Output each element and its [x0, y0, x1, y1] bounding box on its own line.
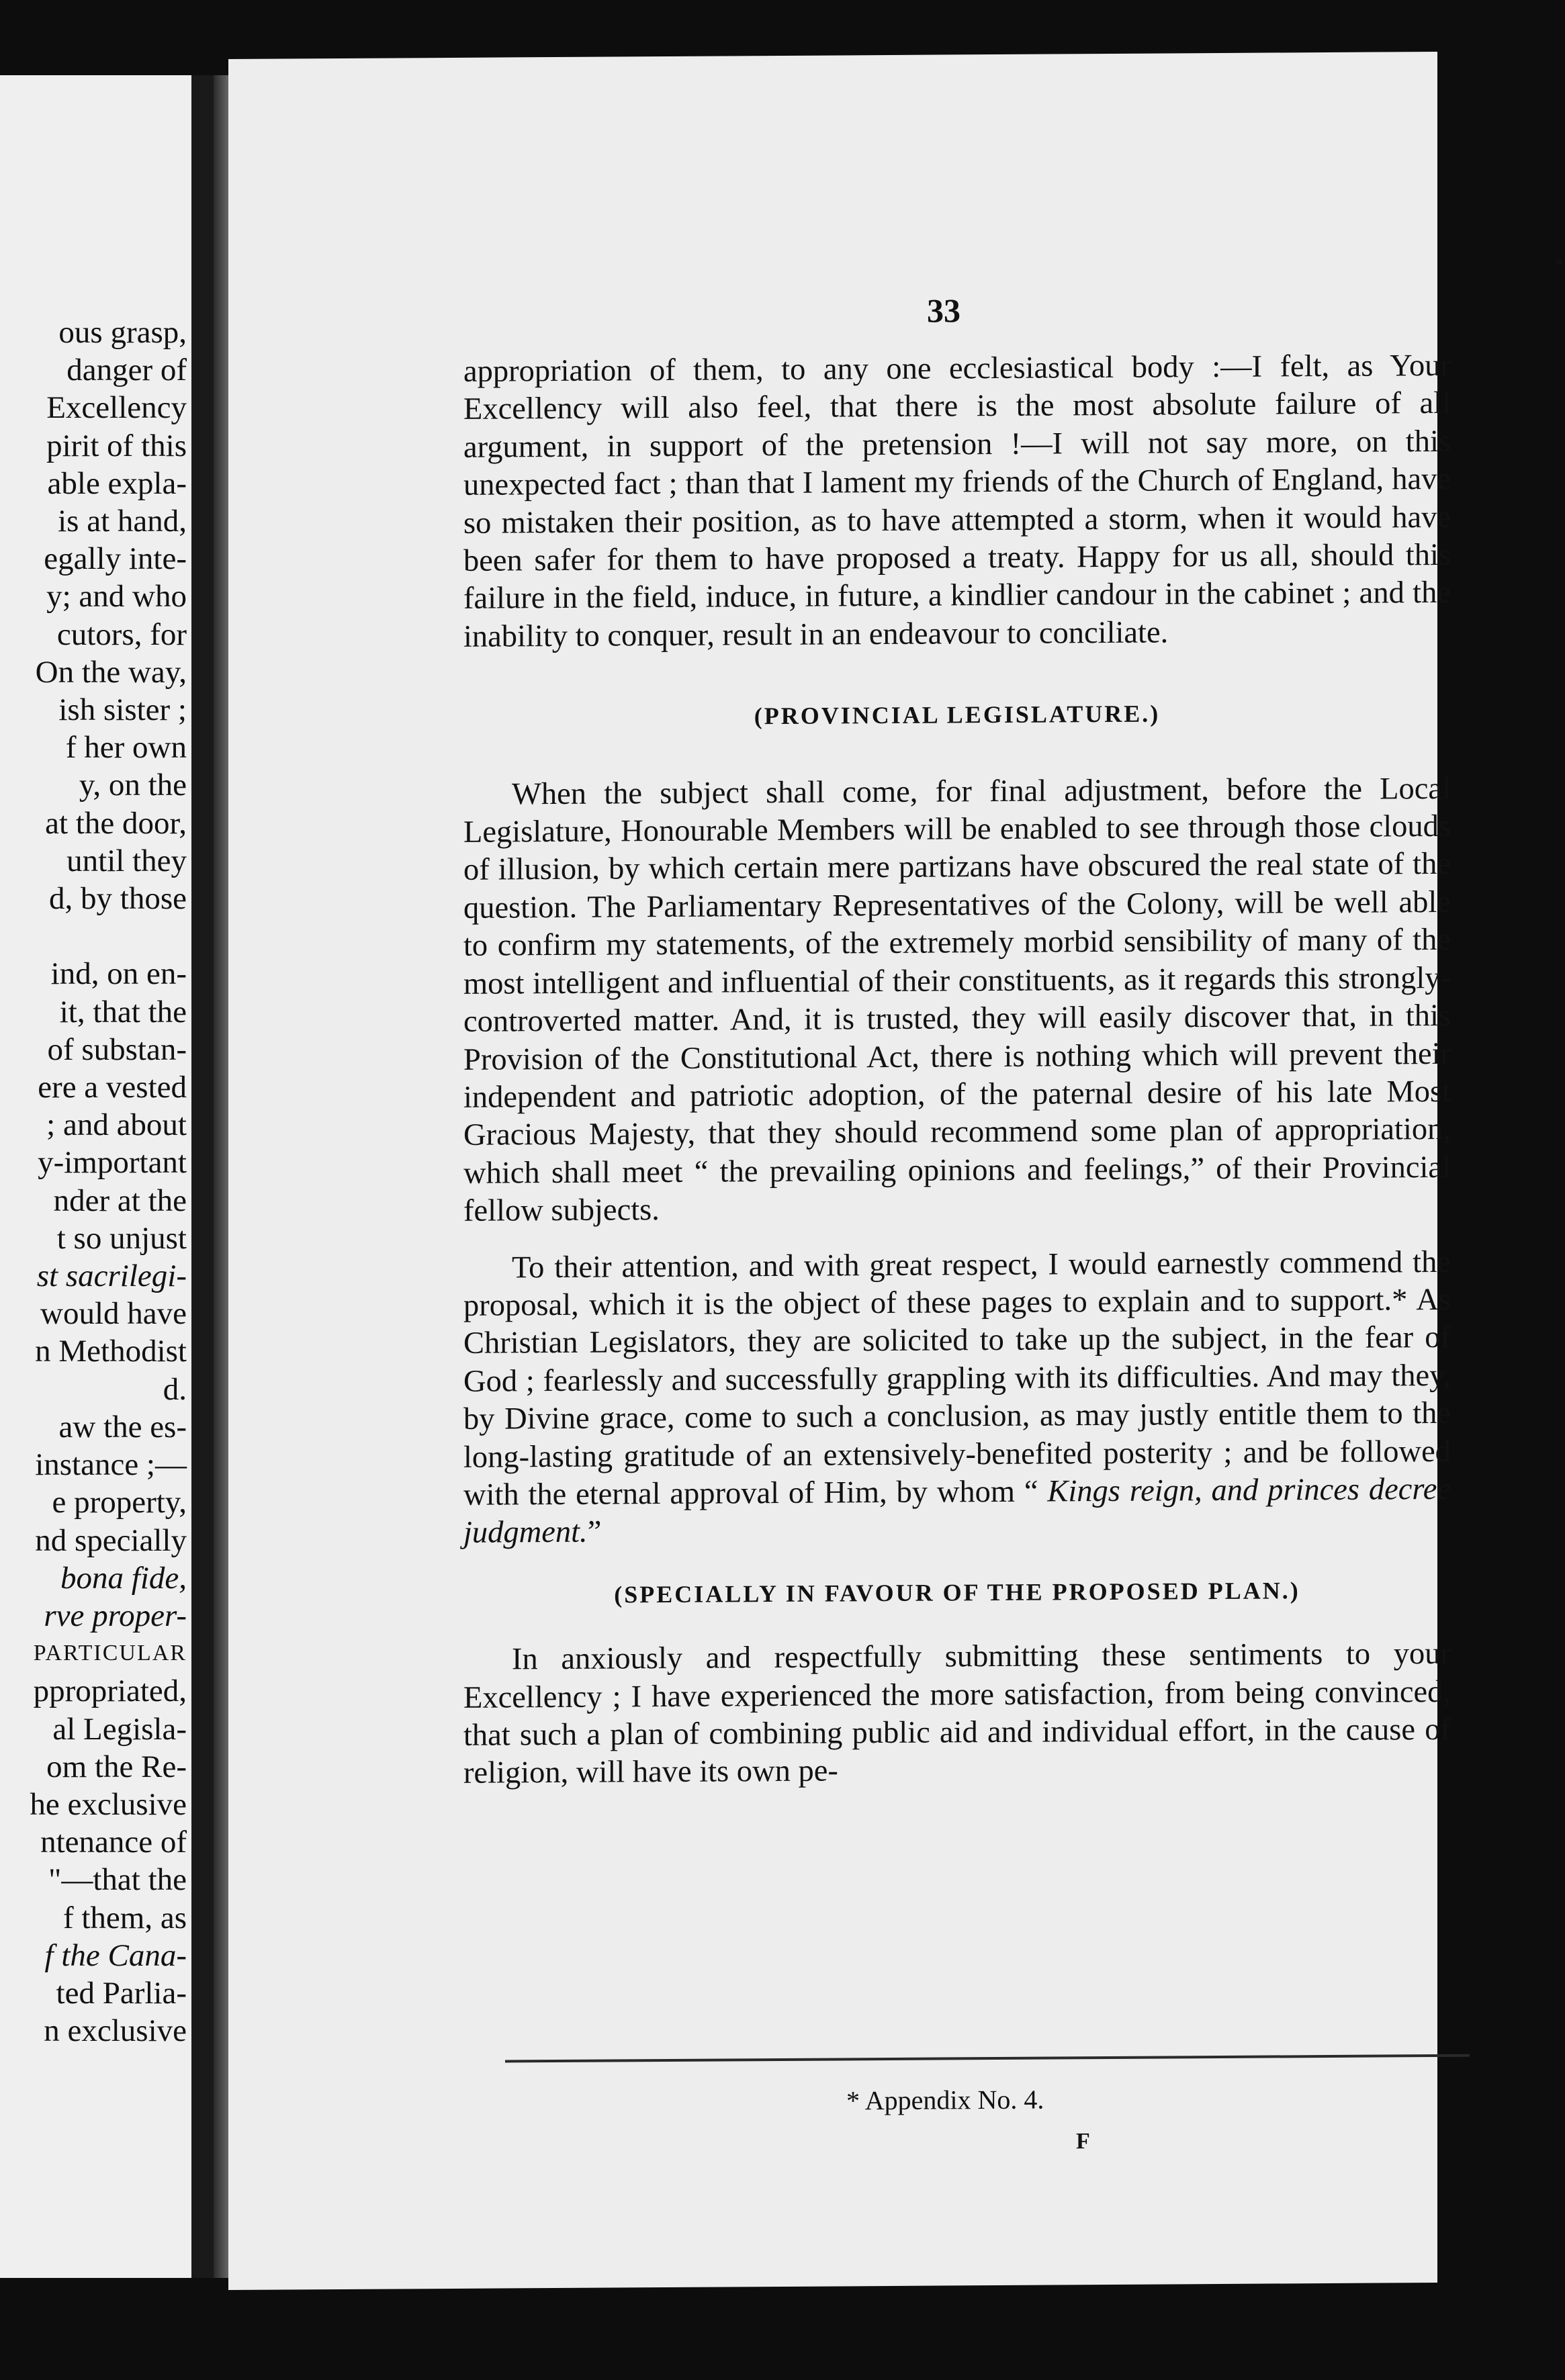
previous-page-line: nder at the [53, 1183, 187, 1218]
previous-page-line: rve proper- [44, 1598, 187, 1633]
previous-page [0, 75, 214, 2278]
previous-page-line: ous grasp, [58, 315, 187, 350]
page-body [463, 347, 1451, 1793]
section-heading-proposed-plan: (SPECIALLY IN FAVOUR OF THE PROPOSED PLAN.) [614, 1577, 1300, 1608]
previous-page-line: y-important [38, 1145, 187, 1181]
previous-page-line: until they [66, 843, 187, 878]
previous-page-line: egally inte- [44, 541, 187, 577]
previous-page-line: ; and about [46, 1107, 187, 1143]
previous-page-line: y, on the [79, 768, 187, 803]
previous-page-line: of substan- [47, 1032, 187, 1067]
previous-page-line: e property, [52, 1485, 187, 1520]
previous-page-line: ppropriated, [33, 1674, 187, 1709]
previous-page-line: is at hand, [58, 504, 187, 539]
previous-page-line: f her own [65, 730, 187, 766]
footnote-rule [505, 2054, 1470, 2063]
previous-page-line: instance ;— [35, 1447, 187, 1483]
page-number: 33 [927, 291, 960, 330]
scripture-quote: Kings reign, and princes decree judgment. [463, 1471, 1451, 1551]
section-heading-provincial-legislature: (PROVINCIAL LEGISLATURE.) [754, 700, 1161, 730]
previous-page-line: ere a vested [38, 1070, 187, 1105]
previous-page-line: y; and who [46, 579, 187, 614]
previous-page-line: would have [40, 1296, 187, 1332]
paragraph-4: In anxiously and respectfully submitting these sentiments to your Excellency ; I have experienced the more satisfaction, from being convinced, that such a plan of combining public aid and individual effort, in the cause of religion, will have its own pe- [463, 1637, 1451, 1791]
paragraph-3-text: To their attention, and with great respect, I would earnestly commend the proposal, which it is the object of these pages to explain and to support.* As Christian Legislators, they are solicited to take up the subject, in the fear of God ; fearlessly and successfully grappling with its difficulties. And may they, by Divine grace, come to such a conclusion, as may justly entitle them to the long-lasting gratitude of an extensively-benefited posterity ; and be followed with the eternal approval of Him, by whom “ [463, 1244, 1451, 1512]
previous-page-line: able expla- [47, 465, 187, 501]
previous-page-line: d. [163, 1371, 187, 1407]
previous-page-text [0, 314, 187, 2050]
previous-page-line: Excellency [46, 390, 187, 426]
previous-page-line: st sacrilegi- [36, 1258, 187, 1294]
footnote: * Appendix No. 4. [846, 2084, 1044, 2116]
signature-mark: F [1076, 2129, 1090, 2154]
previous-page-line: "—that the [48, 1862, 187, 1898]
previous-page-line: aw the es- [58, 1409, 187, 1445]
corner-mark: • [1553, 250, 1565, 275]
previous-page-line: al Legisla- [52, 1711, 187, 1747]
previous-page-line [0, 917, 187, 955]
previous-page-line: at the door, [45, 805, 187, 841]
previous-page-line: f them, as [62, 1900, 187, 1935]
previous-page-line: ind, on en- [50, 956, 187, 992]
current-page [228, 52, 1565, 2290]
previous-page-line: danger of [66, 353, 187, 388]
previous-page-line: it, that the [59, 994, 187, 1029]
previous-page-line: pirit of this [46, 428, 187, 463]
previous-page-line: cutors, for [56, 616, 187, 652]
previous-page-line: On the way, [35, 654, 187, 690]
paragraph-2: When the subject shall come, for final adjustment, before the Local Legislature, Honourable Members will be enabled to see through those clouds of illusion, by which certain mere partizans have obscured the real state of the question. The Parliamentary Representatives of the Colony, will be well able to confirm my statements, of the extremely morbid sensibility of many of the most intelligent and influential of their constituents, as it regards this strongly-controverted matter. And, it is trusted, they will easily discover that, in this Provision of the Constitutional Act, there is nothing which will prevent their independent and patriotic adoption, of the paternal desire of his late Most Gracious Majesty, that they should recommend some plan of appropriation, which shall meet “ the prevailing opinions and feelings,” of their Provincial fellow subjects. [463, 771, 1451, 1228]
previous-page-line: n exclusive [44, 2013, 187, 2049]
previous-page-line: ted Parlia- [56, 1975, 187, 2011]
paragraph-3 [463, 1243, 1451, 1552]
previous-page-line: t so unjust [56, 1220, 187, 1256]
previous-page-line: nd specially [35, 1522, 187, 1558]
previous-page-line: bona fide, [60, 1560, 187, 1596]
previous-page-line: he exclusive [30, 1786, 187, 1822]
previous-page-line: PARTICULAR [33, 1641, 187, 1666]
previous-page-line: d, by those [49, 881, 187, 917]
paragraph-1: appropriation of them, to any one ecclesiastical body :—I felt, as Your Excellency will also feel, that there is the most absolute failure of all argument, in support of the pretension !—I will not say more, on this unexpected fact ; than that I lament my friends of the Church of England, have so mistaken their position, as to have attempted a storm, when it would have been safer for them to have proposed a treaty. Happy for us all, should this failure in the field, induce, in future, a kindlier candour in the cabinet ; and the inability to conquer, result in an endeavour to conciliate. [463, 348, 1451, 654]
previous-page-line: ish sister ; [58, 692, 187, 728]
previous-page-line: ntenance of [40, 1825, 187, 1860]
previous-page-line: om the Re- [46, 1749, 187, 1784]
previous-page-line: f the Cana- [44, 1937, 187, 1973]
previous-page-line: n Methodist [35, 1334, 187, 1369]
closing-quote: ” [587, 1514, 602, 1550]
